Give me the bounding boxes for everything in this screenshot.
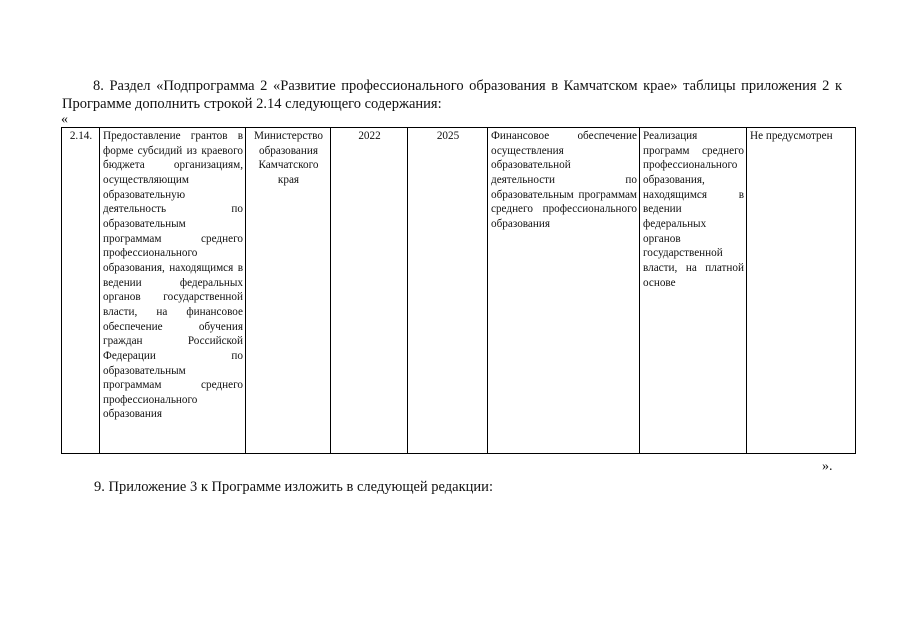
paragraph-9: 9. Приложение 3 к Программе изложить в следующей редакции: (94, 479, 493, 495)
end-year-text: 2025 (436, 130, 460, 142)
cell-measure (100, 128, 246, 454)
start-year-text: 2022 (358, 130, 381, 142)
cell-end-year (408, 128, 488, 454)
cell-consequences (640, 128, 747, 454)
cell-executor (246, 128, 331, 454)
measure-text: Предоставление грантов в форме субсидий из краевого бюджета организациям, осуществляющим образовательную деятельность по образовательным программам среднего профессионального образования, находящимся в ведении федеральных органов государственной власти, на финансовое обеспечение обучения граждан Российской Федерации по образовательным программам среднего профессионального образования (103, 130, 243, 421)
executor-text: Министерство образования Камчатского края (254, 130, 323, 186)
closing-quote: ». (822, 459, 833, 474)
consequences-text: Реализация программ среднего профессионального образования, находящимся в ведении федеральных органов государственной власти, на платной основе (643, 130, 744, 289)
program-table (61, 127, 856, 454)
row-number: 2.14. (69, 130, 93, 142)
cell-expected-result (488, 128, 640, 454)
cell-indicator-link (747, 128, 856, 454)
cell-start-year (331, 128, 408, 454)
opening-quote: « (61, 112, 68, 127)
paragraph-8: 8. Раздел «Подпрограмма 2 «Развитие профессионального образования в Камчатском крае» таблицы приложения 2 к Программе дополнить строкой 2.14 следующего содержания: (62, 78, 842, 112)
table-row (62, 128, 856, 454)
indicator-link-text: Не предусмотрен (750, 130, 833, 142)
expected-result-text: Финансовое обеспечение осуществления образовательной деятельности по образовательным программам среднего профессионального образования (491, 130, 637, 230)
cell-number (62, 128, 100, 454)
